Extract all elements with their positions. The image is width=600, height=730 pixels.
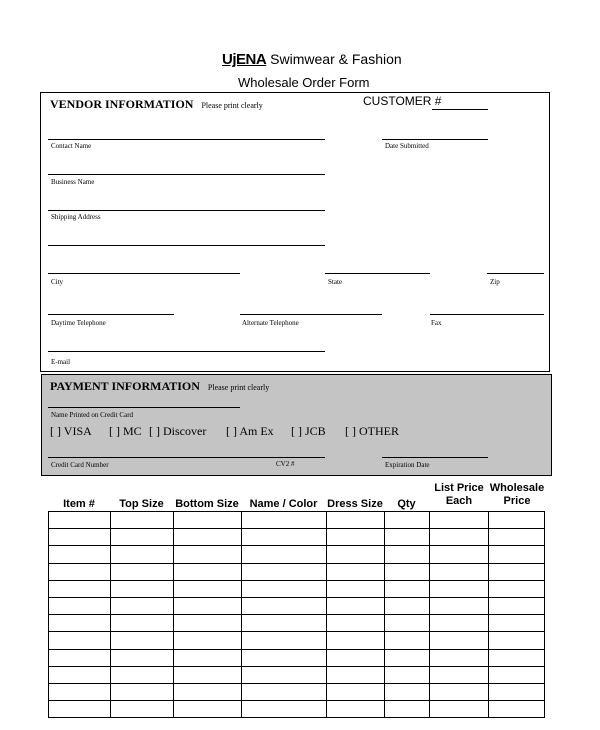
card-option-visa[interactable]: [ ] VISA	[50, 424, 92, 438]
order-cell[interactable]	[385, 615, 430, 632]
order-cell[interactable]	[385, 563, 430, 580]
order-cell[interactable]	[242, 597, 327, 614]
order-cell[interactable]	[174, 649, 242, 666]
order-cell[interactable]	[174, 546, 242, 563]
date-submitted-field[interactable]	[382, 139, 488, 140]
order-cell[interactable]	[49, 683, 111, 700]
form-title: Wholesale Order Form	[238, 75, 370, 90]
order-cell[interactable]	[327, 512, 385, 529]
order-cell[interactable]	[385, 546, 430, 563]
col-header-name-color: Name / Color	[249, 498, 318, 510]
payment-print-note: Please print clearly	[207, 383, 270, 392]
card-option-amex[interactable]: [ ] Am Ex	[226, 424, 274, 438]
order-cell[interactable]	[385, 666, 430, 683]
col-header-bottom-size: Bottom Size	[175, 498, 239, 510]
payment-section-title: PAYMENT INFORMATION	[50, 379, 200, 393]
order-cell[interactable]	[111, 512, 174, 529]
order-cell[interactable]	[174, 580, 242, 597]
order-cell[interactable]	[111, 529, 174, 546]
table-row	[49, 615, 545, 632]
order-cell[interactable]	[327, 546, 385, 563]
order-cell[interactable]	[489, 683, 545, 700]
fax-field[interactable]	[430, 314, 544, 315]
order-cell[interactable]	[174, 529, 242, 546]
order-cell[interactable]	[489, 563, 545, 580]
order-cell[interactable]	[430, 580, 489, 597]
alternate-telephone-field[interactable]	[240, 314, 382, 315]
order-cell[interactable]	[242, 649, 327, 666]
fax-label: Fax	[431, 319, 442, 327]
order-cell[interactable]	[242, 563, 327, 580]
contact-name-label: Contact Name	[51, 142, 92, 150]
order-cell[interactable]	[489, 546, 545, 563]
order-cell[interactable]	[327, 632, 385, 649]
order-cell[interactable]	[242, 512, 327, 529]
cv2-label: CV2 #	[276, 460, 295, 468]
order-cell[interactable]	[111, 580, 174, 597]
order-cell[interactable]	[327, 580, 385, 597]
order-cell[interactable]	[242, 666, 327, 683]
order-cell[interactable]	[489, 597, 545, 614]
order-cell[interactable]	[111, 632, 174, 649]
order-cell[interactable]	[111, 615, 174, 632]
credit-card-number-label: Credit Card Number	[51, 461, 109, 469]
order-cell[interactable]	[489, 701, 545, 718]
expiration-date-field[interactable]	[382, 457, 488, 458]
order-cell[interactable]	[327, 666, 385, 683]
order-cell[interactable]	[174, 512, 242, 529]
vendor-section-title: VENDOR INFORMATION	[50, 97, 194, 111]
vendor-section-header	[50, 95, 263, 113]
order-cell[interactable]	[489, 632, 545, 649]
order-cell[interactable]	[242, 615, 327, 632]
col-header-item: Item #	[63, 498, 95, 510]
col-header-list-price: List Price Each	[434, 482, 484, 507]
business-name-field[interactable]	[48, 174, 325, 175]
order-cell[interactable]	[327, 649, 385, 666]
col-header-qty: Qty	[397, 498, 416, 510]
order-cell[interactable]	[49, 649, 111, 666]
brand-header	[222, 51, 402, 69]
order-cell[interactable]	[174, 632, 242, 649]
table-row	[49, 512, 545, 529]
table-row	[49, 649, 545, 666]
order-cell[interactable]	[111, 563, 174, 580]
order-cell[interactable]	[430, 701, 489, 718]
order-cell[interactable]	[49, 580, 111, 597]
order-cell[interactable]	[327, 597, 385, 614]
customer-number-label: CUSTOMER #	[363, 94, 442, 108]
order-cell[interactable]	[430, 529, 489, 546]
shipping-address-label: Shipping Address	[51, 213, 101, 221]
order-cell[interactable]	[430, 546, 489, 563]
order-cell[interactable]	[174, 563, 242, 580]
order-cell[interactable]	[430, 512, 489, 529]
order-cell[interactable]	[111, 649, 174, 666]
table-row	[49, 563, 545, 580]
order-cell[interactable]	[489, 615, 545, 632]
order-cell[interactable]	[327, 683, 385, 700]
order-cell[interactable]	[327, 615, 385, 632]
table-row	[49, 666, 545, 683]
order-cell[interactable]	[49, 666, 111, 683]
order-cell[interactable]	[489, 512, 545, 529]
order-cell[interactable]	[174, 666, 242, 683]
order-cell[interactable]	[111, 546, 174, 563]
order-cell[interactable]	[430, 649, 489, 666]
state-label: State	[328, 278, 342, 286]
order-cell[interactable]	[49, 563, 111, 580]
city-label: City	[51, 278, 64, 286]
alternate-telephone-label: Alternate Telephone	[242, 319, 299, 327]
order-cell[interactable]	[49, 529, 111, 546]
customer-number-field[interactable]	[432, 109, 488, 110]
card-option-mc[interactable]: [ ] MC	[109, 424, 142, 438]
order-cell[interactable]	[242, 529, 327, 546]
order-cell[interactable]	[430, 632, 489, 649]
order-cell[interactable]	[430, 666, 489, 683]
daytime-telephone-label: Daytime Telephone	[51, 319, 106, 327]
table-row	[49, 701, 545, 718]
order-cell[interactable]	[111, 597, 174, 614]
order-cell[interactable]	[327, 563, 385, 580]
card-option-jcb[interactable]: [ ] JCB	[291, 424, 326, 438]
expiration-date-label: Expiration Date	[385, 461, 430, 469]
logo: UjENA	[222, 51, 267, 68]
order-cell[interactable]	[385, 597, 430, 614]
order-cell[interactable]	[385, 529, 430, 546]
shipping-address-field-1[interactable]	[48, 210, 325, 211]
order-cell[interactable]	[489, 649, 545, 666]
order-cell[interactable]	[49, 615, 111, 632]
state-field[interactable]	[325, 273, 430, 274]
col-header-top-size: Top Size	[119, 498, 164, 510]
order-table	[48, 511, 545, 718]
shipping-address-field-2[interactable]	[48, 245, 325, 246]
order-cell[interactable]	[49, 597, 111, 614]
zip-label: Zip	[490, 278, 500, 286]
name-on-card-field[interactable]	[48, 407, 240, 408]
card-option-other[interactable]: [ ] OTHER	[345, 424, 399, 438]
city-field[interactable]	[48, 273, 240, 274]
contact-name-field[interactable]	[48, 139, 325, 140]
name-on-card-label: Name Printed on Credit Card	[51, 411, 134, 419]
daytime-telephone-field[interactable]	[48, 314, 174, 315]
order-cell[interactable]	[111, 701, 174, 718]
brand-name: Swimwear & Fashion	[270, 51, 402, 67]
order-cell[interactable]	[111, 683, 174, 700]
order-cell[interactable]	[111, 666, 174, 683]
zip-field[interactable]	[487, 273, 544, 274]
order-cell[interactable]	[385, 701, 430, 718]
table-row	[49, 529, 545, 546]
email-label: E-mail	[51, 358, 71, 366]
order-cell[interactable]	[242, 580, 327, 597]
order-cell[interactable]	[242, 683, 327, 700]
col-header-wholesale-price: Wholesale Price	[489, 482, 545, 507]
table-row	[49, 580, 545, 597]
order-cell[interactable]	[49, 632, 111, 649]
order-cell[interactable]	[489, 666, 545, 683]
order-cell[interactable]	[174, 615, 242, 632]
order-cell[interactable]	[174, 597, 242, 614]
order-cell[interactable]	[489, 529, 545, 546]
order-cell[interactable]	[430, 563, 489, 580]
order-cell[interactable]	[174, 683, 242, 700]
order-cell[interactable]	[242, 701, 327, 718]
business-name-label: Business Name	[51, 178, 95, 186]
order-cell[interactable]	[385, 649, 430, 666]
order-cell[interactable]	[327, 701, 385, 718]
order-cell[interactable]	[430, 597, 489, 614]
credit-card-number-field[interactable]	[48, 457, 325, 458]
order-cell[interactable]	[385, 580, 430, 597]
order-cell[interactable]	[385, 512, 430, 529]
order-cell[interactable]	[49, 512, 111, 529]
order-cell[interactable]	[242, 632, 327, 649]
card-option-discover[interactable]: [ ] Discover	[149, 424, 207, 438]
email-field[interactable]	[48, 351, 325, 352]
table-row	[49, 597, 545, 614]
order-cell[interactable]	[489, 580, 545, 597]
col-header-dress-size: Dress Size	[327, 498, 383, 510]
order-cell[interactable]	[430, 615, 489, 632]
order-cell[interactable]	[174, 701, 242, 718]
table-row	[49, 546, 545, 563]
order-cell[interactable]	[327, 529, 385, 546]
order-cell[interactable]	[49, 701, 111, 718]
date-submitted-label: Date Submitted	[385, 142, 429, 150]
table-row	[49, 683, 545, 700]
order-cell[interactable]	[430, 683, 489, 700]
order-cell[interactable]	[49, 546, 111, 563]
vendor-section	[40, 92, 550, 372]
order-cell[interactable]	[385, 632, 430, 649]
order-cell[interactable]	[385, 683, 430, 700]
order-cell[interactable]	[242, 546, 327, 563]
vendor-print-note: Please print clearly	[201, 101, 263, 110]
payment-section-header	[50, 377, 269, 395]
table-row	[49, 632, 545, 649]
